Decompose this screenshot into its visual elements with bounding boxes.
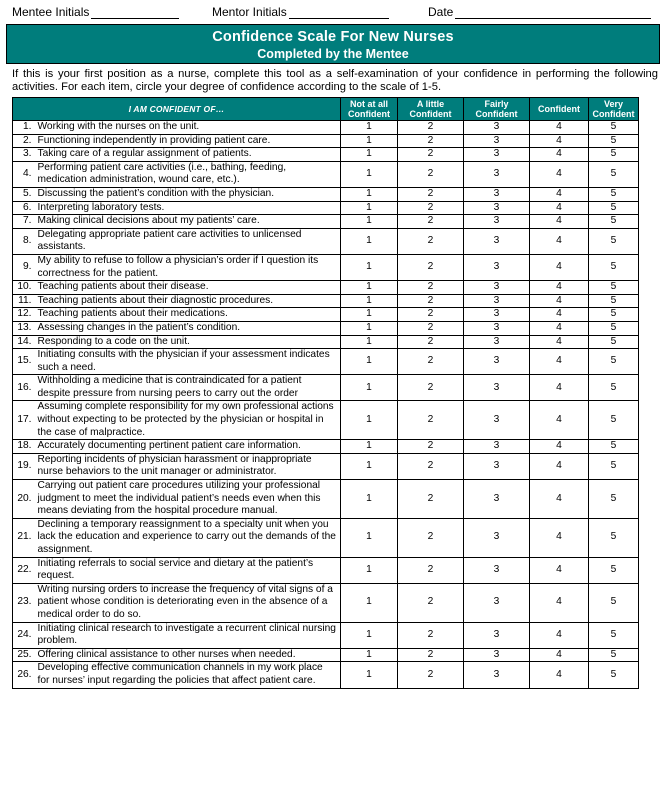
item-number: 15. (13, 349, 35, 375)
rating-option-2[interactable]: 2 (398, 134, 464, 148)
item-statement: Interpreting laboratory tests. (35, 201, 341, 215)
item-number: 4. (13, 161, 35, 187)
table-row (13, 453, 639, 479)
confidence-table (12, 97, 639, 689)
rating-option-5[interactable]: 5 (589, 134, 639, 148)
rating-option-2[interactable]: 2 (398, 148, 464, 162)
table-row (13, 308, 639, 322)
rating-option-4[interactable]: 4 (530, 622, 589, 648)
rating-option-4[interactable]: 4 (530, 228, 589, 254)
rating-option-4[interactable]: 4 (530, 308, 589, 322)
rating-option-5[interactable]: 5 (589, 228, 639, 254)
table-row (13, 648, 639, 662)
rating-option-5[interactable]: 5 (589, 453, 639, 479)
item-statement: Assuming complete responsibility for my own professional actions without expecting to be protected by the physician or hospital in the case of malpractice. (35, 401, 341, 440)
item-statement: Delegating appropriate patient care activities to unlicensed assistants. (35, 228, 341, 254)
rating-option-3[interactable]: 3 (464, 321, 530, 335)
table-row (13, 281, 639, 295)
table-row (13, 215, 639, 229)
item-number: 17. (13, 401, 35, 440)
rating-option-3[interactable]: 3 (464, 121, 530, 135)
rating-option-3[interactable]: 3 (464, 254, 530, 280)
table-row (13, 161, 639, 187)
item-number: 26. (13, 662, 35, 688)
rating-option-1[interactable]: 1 (341, 254, 398, 280)
item-statement: Teaching patients about their diagnostic procedures. (35, 294, 341, 308)
rating-option-3[interactable]: 3 (464, 557, 530, 583)
rating-option-3[interactable]: 3 (464, 148, 530, 162)
item-statement: Initiating referrals to social service and dietary at the patient’s request. (35, 557, 341, 583)
rating-option-5[interactable]: 5 (589, 121, 639, 135)
rating-option-2[interactable]: 2 (398, 622, 464, 648)
rating-option-4[interactable]: 4 (530, 134, 589, 148)
rating-option-5[interactable]: 5 (589, 375, 639, 401)
rating-option-5[interactable]: 5 (589, 648, 639, 662)
rating-option-1[interactable]: 1 (341, 134, 398, 148)
rating-option-4[interactable]: 4 (530, 349, 589, 375)
item-statement: Initiating clinical research to investigate a recurrent clinical nursing problem. (35, 622, 341, 648)
date-line[interactable] (455, 7, 651, 19)
item-number: 5. (13, 187, 35, 201)
rating-option-2[interactable]: 2 (398, 453, 464, 479)
rating-option-4[interactable]: 4 (530, 453, 589, 479)
header-a-little-confident: A little Confident (398, 98, 464, 121)
rating-option-4[interactable]: 4 (530, 201, 589, 215)
table-header-row (13, 98, 639, 121)
item-number: 3. (13, 148, 35, 162)
rating-option-2[interactable]: 2 (398, 308, 464, 322)
rating-option-1[interactable]: 1 (341, 648, 398, 662)
rating-option-4[interactable]: 4 (530, 321, 589, 335)
table-row (13, 134, 639, 148)
table-row (13, 375, 639, 401)
rating-option-3[interactable]: 3 (464, 518, 530, 557)
item-number: 11. (13, 294, 35, 308)
rating-option-2[interactable]: 2 (398, 201, 464, 215)
rating-option-1[interactable]: 1 (341, 335, 398, 349)
rating-option-5[interactable]: 5 (589, 215, 639, 229)
rating-option-3[interactable]: 3 (464, 161, 530, 187)
table-row (13, 662, 639, 688)
rating-option-5[interactable]: 5 (589, 294, 639, 308)
item-number: 16. (13, 375, 35, 401)
table-row (13, 335, 639, 349)
rating-option-5[interactable]: 5 (589, 148, 639, 162)
rating-option-1[interactable]: 1 (341, 187, 398, 201)
item-number: 1. (13, 121, 35, 135)
item-number: 25. (13, 648, 35, 662)
rating-option-3[interactable]: 3 (464, 480, 530, 519)
item-statement: Developing effective communication channels in my work place for nurses’ input regarding the policies that affect patient care. (35, 662, 341, 688)
rating-option-2[interactable]: 2 (398, 187, 464, 201)
rating-option-1[interactable]: 1 (341, 148, 398, 162)
item-statement: Reporting incidents of physician harassment or inappropriate nurse behaviors to the unit manager or administrator. (35, 453, 341, 479)
rating-option-4[interactable]: 4 (530, 187, 589, 201)
rating-option-4[interactable]: 4 (530, 518, 589, 557)
rating-option-3[interactable]: 3 (464, 228, 530, 254)
date-field[interactable] (428, 5, 651, 19)
rating-option-2[interactable]: 2 (398, 662, 464, 688)
rating-option-3[interactable]: 3 (464, 201, 530, 215)
item-statement: Initiating consults with the physician if your assessment indicates such a need. (35, 349, 341, 375)
rating-option-3[interactable]: 3 (464, 375, 530, 401)
rating-option-2[interactable]: 2 (398, 228, 464, 254)
page-subtitle: Completed by the Mentee (257, 47, 409, 61)
header-not-at-all-confident: Not at all Confident (341, 98, 398, 121)
item-statement: Taking care of a regular assignment of patients. (35, 148, 341, 162)
rating-option-5[interactable]: 5 (589, 480, 639, 519)
rating-option-4[interactable]: 4 (530, 480, 589, 519)
rating-option-2[interactable]: 2 (398, 648, 464, 662)
table-row (13, 583, 639, 622)
rating-option-1[interactable]: 1 (341, 662, 398, 688)
rating-option-1[interactable]: 1 (341, 349, 398, 375)
item-statement: My ability to refuse to follow a physician’s order if I question its correctness for the patient. (35, 254, 341, 280)
rating-option-2[interactable]: 2 (398, 281, 464, 295)
rating-option-2[interactable]: 2 (398, 121, 464, 135)
item-number: 23. (13, 583, 35, 622)
rating-option-4[interactable]: 4 (530, 148, 589, 162)
rating-option-2[interactable]: 2 (398, 518, 464, 557)
item-number: 8. (13, 228, 35, 254)
item-statement: Discussing the patient’s condition with the physician. (35, 187, 341, 201)
rating-option-1[interactable]: 1 (341, 215, 398, 229)
rating-option-3[interactable]: 3 (464, 134, 530, 148)
item-number: 13. (13, 321, 35, 335)
item-statement: Performing patient care activities (i.e., bathing, feeding, medication administration, wound care, etc.). (35, 161, 341, 187)
title-banner (6, 24, 660, 64)
item-number: 21. (13, 518, 35, 557)
table-row (13, 294, 639, 308)
rating-option-2[interactable]: 2 (398, 583, 464, 622)
rating-option-4[interactable]: 4 (530, 121, 589, 135)
rating-option-2[interactable]: 2 (398, 557, 464, 583)
rating-option-2[interactable]: 2 (398, 440, 464, 454)
rating-option-2[interactable]: 2 (398, 161, 464, 187)
table-row (13, 321, 639, 335)
rating-option-4[interactable]: 4 (530, 440, 589, 454)
table-row (13, 349, 639, 375)
rating-option-1[interactable]: 1 (341, 518, 398, 557)
rating-option-1[interactable]: 1 (341, 161, 398, 187)
rating-option-2[interactable]: 2 (398, 254, 464, 280)
item-statement: Responding to a code on the unit. (35, 335, 341, 349)
item-number: 9. (13, 254, 35, 280)
rating-option-5[interactable]: 5 (589, 187, 639, 201)
item-number: 18. (13, 440, 35, 454)
table-row (13, 480, 639, 519)
rating-option-2[interactable]: 2 (398, 335, 464, 349)
mentor-initials-label: Mentor Initials (212, 5, 287, 19)
item-statement: Making clinical decisions about my patients’ care. (35, 215, 341, 229)
mentee-initials-line[interactable] (91, 7, 179, 19)
rating-option-1[interactable]: 1 (341, 281, 398, 295)
rating-option-5[interactable]: 5 (589, 201, 639, 215)
initials-row (10, 5, 660, 23)
table-row (13, 518, 639, 557)
rating-option-1[interactable]: 1 (341, 294, 398, 308)
rating-option-4[interactable]: 4 (530, 375, 589, 401)
rating-option-5[interactable]: 5 (589, 335, 639, 349)
rating-option-1[interactable]: 1 (341, 557, 398, 583)
rating-option-4[interactable]: 4 (530, 281, 589, 295)
table-body (13, 121, 639, 689)
rating-option-3[interactable]: 3 (464, 440, 530, 454)
mentor-initials-line[interactable] (289, 7, 389, 19)
rating-option-1[interactable]: 1 (341, 228, 398, 254)
rating-option-3[interactable]: 3 (464, 215, 530, 229)
rating-option-3[interactable]: 3 (464, 453, 530, 479)
rating-option-5[interactable]: 5 (589, 401, 639, 440)
rating-option-4[interactable]: 4 (530, 583, 589, 622)
rating-option-2[interactable]: 2 (398, 401, 464, 440)
item-statement: Declining a temporary reassignment to a specialty unit when you lack the education and experience to carry out the demands of the assignment. (35, 518, 341, 557)
table-row (13, 622, 639, 648)
table-row (13, 187, 639, 201)
rating-option-4[interactable]: 4 (530, 401, 589, 440)
item-statement: Functioning independently in providing patient care. (35, 134, 341, 148)
item-number: 2. (13, 134, 35, 148)
mentor-initials-field[interactable] (212, 5, 389, 19)
rating-option-1[interactable]: 1 (341, 121, 398, 135)
item-number: 24. (13, 622, 35, 648)
item-statement: Teaching patients about their medications. (35, 308, 341, 322)
rating-option-4[interactable]: 4 (530, 662, 589, 688)
item-number: 22. (13, 557, 35, 583)
rating-option-3[interactable]: 3 (464, 401, 530, 440)
rating-option-3[interactable]: 3 (464, 187, 530, 201)
table-row (13, 557, 639, 583)
rating-option-2[interactable]: 2 (398, 215, 464, 229)
rating-option-1[interactable]: 1 (341, 201, 398, 215)
rating-option-4[interactable]: 4 (530, 254, 589, 280)
item-number: 20. (13, 480, 35, 519)
rating-option-5[interactable]: 5 (589, 308, 639, 322)
rating-option-1[interactable]: 1 (341, 321, 398, 335)
mentee-initials-field[interactable] (12, 5, 179, 19)
rating-option-5[interactable]: 5 (589, 440, 639, 454)
rating-option-1[interactable]: 1 (341, 583, 398, 622)
rating-option-4[interactable]: 4 (530, 294, 589, 308)
table-row (13, 401, 639, 440)
rating-option-2[interactable]: 2 (398, 349, 464, 375)
rating-option-2[interactable]: 2 (398, 375, 464, 401)
item-statement: Assessing changes in the patient’s condition. (35, 321, 341, 335)
rating-option-3[interactable]: 3 (464, 349, 530, 375)
rating-option-3[interactable]: 3 (464, 281, 530, 295)
rating-option-2[interactable]: 2 (398, 321, 464, 335)
rating-option-3[interactable]: 3 (464, 583, 530, 622)
item-statement: Accurately documenting pertinent patient care information. (35, 440, 341, 454)
item-number: 12. (13, 308, 35, 322)
rating-option-5[interactable]: 5 (589, 557, 639, 583)
item-statement: Working with the nurses on the unit. (35, 121, 341, 135)
rating-option-5[interactable]: 5 (589, 349, 639, 375)
rating-option-4[interactable]: 4 (530, 557, 589, 583)
item-statement: Withholding a medicine that is contraindicated for a patient despite pressure from nursing peers to carry out the order (35, 375, 341, 401)
rating-option-1[interactable]: 1 (341, 480, 398, 519)
header-very-confident: Very Confident (589, 98, 639, 121)
rating-option-3[interactable]: 3 (464, 335, 530, 349)
rating-option-3[interactable]: 3 (464, 294, 530, 308)
rating-option-4[interactable]: 4 (530, 161, 589, 187)
table-row (13, 148, 639, 162)
rating-option-3[interactable]: 3 (464, 662, 530, 688)
rating-option-5[interactable]: 5 (589, 583, 639, 622)
rating-option-4[interactable]: 4 (530, 648, 589, 662)
rating-option-5[interactable]: 5 (589, 161, 639, 187)
item-statement: Offering clinical assistance to other nurses when needed. (35, 648, 341, 662)
item-number: 14. (13, 335, 35, 349)
header-fairly-confident: Fairly Confident (464, 98, 530, 121)
rating-option-3[interactable]: 3 (464, 648, 530, 662)
table-row (13, 440, 639, 454)
rating-option-5[interactable]: 5 (589, 622, 639, 648)
item-statement: Carrying out patient care procedures utilizing your professional judgment to meet the individual patient’s needs even when this means deviating from the hospital procedure manual. (35, 480, 341, 519)
table-row (13, 254, 639, 280)
rating-option-4[interactable]: 4 (530, 215, 589, 229)
item-number: 10. (13, 281, 35, 295)
page-title: Confidence Scale For New Nurses (212, 29, 454, 45)
header-i-am-confident-of: I AM CONFIDENT OF… (13, 98, 341, 121)
rating-option-5[interactable]: 5 (589, 321, 639, 335)
rating-option-1[interactable]: 1 (341, 401, 398, 440)
rating-option-5[interactable]: 5 (589, 254, 639, 280)
rating-option-1[interactable]: 1 (341, 375, 398, 401)
header-confident: Confident (530, 98, 589, 121)
date-label: Date (428, 5, 454, 19)
mentee-initials-label: Mentee Initials (12, 5, 90, 19)
rating-option-3[interactable]: 3 (464, 308, 530, 322)
rating-option-5[interactable]: 5 (589, 662, 639, 688)
instructions-text: If this is your first position as a nurse, complete this tool as a self-examination of your confidence in performing the following activities. For each item, circle your degree of confidence according to the scale of 1-5. (12, 68, 658, 93)
rating-option-1[interactable]: 1 (341, 440, 398, 454)
rating-option-2[interactable]: 2 (398, 294, 464, 308)
rating-option-1[interactable]: 1 (341, 622, 398, 648)
item-number: 19. (13, 453, 35, 479)
item-number: 6. (13, 201, 35, 215)
rating-option-4[interactable]: 4 (530, 335, 589, 349)
rating-option-1[interactable]: 1 (341, 308, 398, 322)
table-row (13, 228, 639, 254)
rating-option-2[interactable]: 2 (398, 480, 464, 519)
item-number: 7. (13, 215, 35, 229)
rating-option-3[interactable]: 3 (464, 622, 530, 648)
item-statement: Teaching patients about their disease. (35, 281, 341, 295)
rating-option-1[interactable]: 1 (341, 453, 398, 479)
rating-option-5[interactable]: 5 (589, 281, 639, 295)
item-statement: Writing nursing orders to increase the frequency of vital signs of a patient whose condition is deteriorating even in the absence of a medical order to do so. (35, 583, 341, 622)
table-row (13, 121, 639, 135)
rating-option-5[interactable]: 5 (589, 518, 639, 557)
table-row (13, 201, 639, 215)
